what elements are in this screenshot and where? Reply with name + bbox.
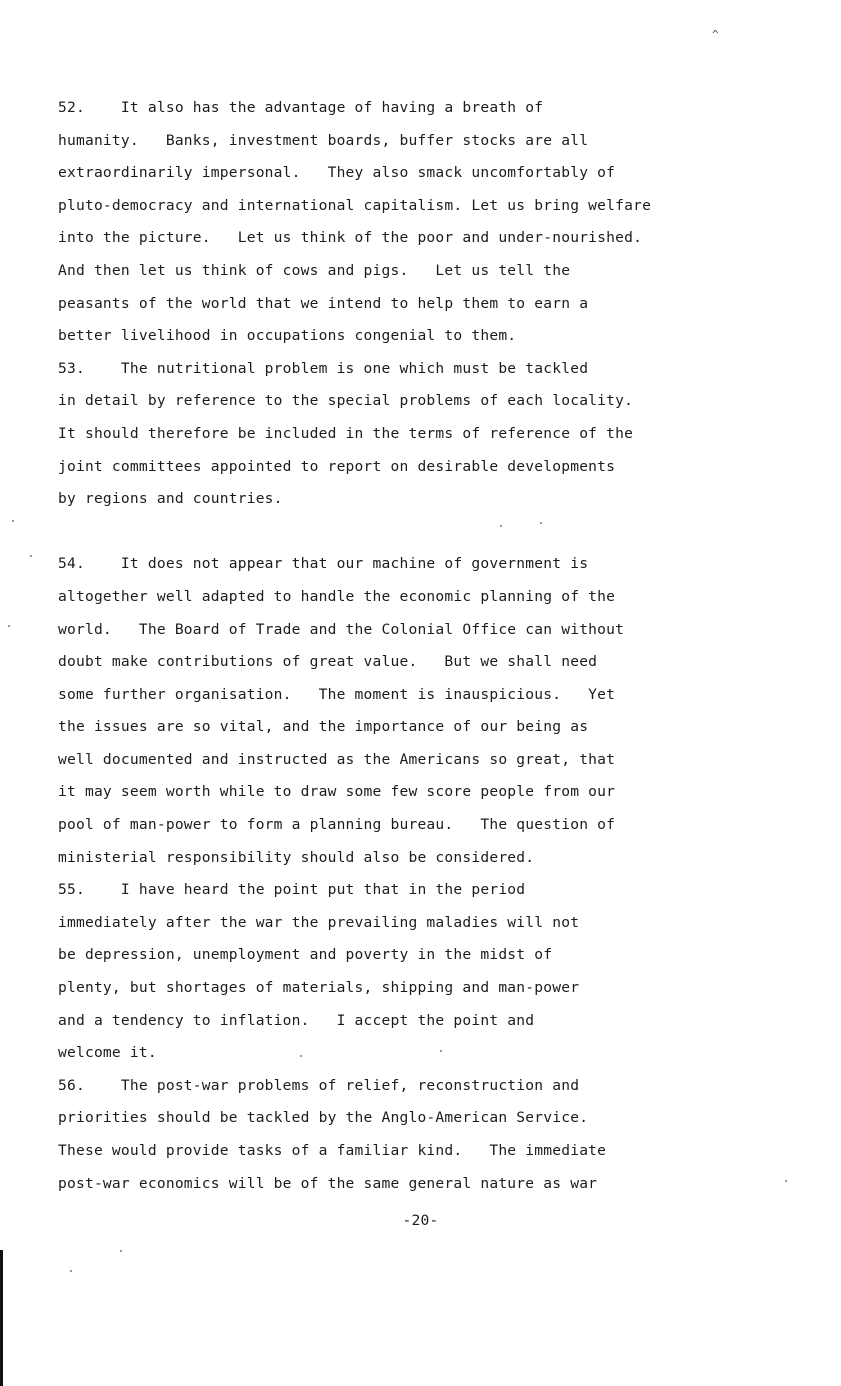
text-line: the issues are so vital, and the importance of our being as bbox=[58, 718, 589, 736]
text-line: These would provide tasks of a familiar kind. The immediate bbox=[58, 1142, 607, 1159]
text-line: better livelihood in occupations congenial to them. bbox=[58, 327, 517, 345]
text-line: well documented and instructed as the Americans so great, that bbox=[58, 750, 616, 768]
text-line: some further organisation. The moment is inauspicious. Yet bbox=[58, 685, 616, 703]
scan-speck bbox=[300, 1055, 302, 1057]
text-line: humanity. Banks, investment boards, buffer stocks are all bbox=[58, 131, 589, 149]
text-line: altogether well adapted to handle the economic planning of the bbox=[58, 587, 616, 605]
text-line: pool of man-power to form a planning bureau. The question of bbox=[58, 816, 616, 834]
text-line: ministerial responsibility should also be considered. bbox=[58, 848, 535, 866]
text-line: by regions and countries. bbox=[58, 490, 283, 508]
text-line: doubt make contributions of great value. But we shall need bbox=[58, 653, 598, 671]
scan-speck bbox=[30, 555, 32, 557]
text-line: world. The Board of Trade and the Colonial Office can without bbox=[58, 620, 625, 638]
scan-speck bbox=[120, 1250, 122, 1252]
blank-line bbox=[58, 516, 738, 549]
text-line: peasants of the world that we intend to help them to earn a bbox=[58, 294, 589, 312]
text-line: pluto-democracy and international capitalism. Let us bring welfare bbox=[58, 196, 652, 214]
scan-speck bbox=[8, 625, 10, 627]
text-line: It should therefore be included in the terms of reference of the bbox=[58, 424, 634, 442]
text-line: 52. It also has the advantage of having a breath of bbox=[58, 99, 544, 116]
text-line: in detail by reference to the special problems of each locality. bbox=[58, 392, 634, 410]
scan-speck bbox=[440, 1050, 442, 1052]
text-line: immediately after the war the prevailing maladies will not bbox=[58, 913, 580, 931]
text-line: 54. It does not appear that our machine of government is bbox=[58, 555, 589, 573]
text-line: extraordinarily impersonal. They also smack uncomfortably of bbox=[58, 164, 616, 182]
text-line: into the picture. Let us think of the poor and under-nourished. bbox=[58, 229, 643, 247]
text-line: welcome it. bbox=[58, 1044, 157, 1062]
page-number: -20- bbox=[402, 1212, 439, 1229]
text-line: post-war economics will be of the same general nature as war bbox=[58, 1174, 598, 1192]
scan-speck bbox=[500, 525, 502, 527]
document-body bbox=[58, 92, 738, 1200]
text-line: and a tendency to inflation. I accept the point and bbox=[58, 1011, 535, 1029]
scan-edge-shadow bbox=[0, 1250, 3, 1386]
text-line: 56. The post-war problems of relief, reconstruction and bbox=[58, 1076, 580, 1094]
text-line: 55. I have heard the point put that in the period bbox=[58, 881, 526, 899]
scan-speck bbox=[785, 1180, 787, 1182]
scan-speck bbox=[70, 1270, 72, 1272]
scan-speck bbox=[12, 520, 14, 522]
text-line: priorities should be tackled by the Anglo-American Service. bbox=[58, 1109, 589, 1127]
text-line: And then let us think of cows and pigs. Let us tell the bbox=[58, 261, 571, 279]
text-line: plenty, but shortages of materials, shipping and man-power bbox=[58, 979, 580, 997]
text-line: joint committees appointed to report on desirable developments bbox=[58, 457, 616, 475]
text-line: 53. The nutritional problem is one which must be tackled bbox=[58, 359, 589, 377]
scan-speck bbox=[540, 522, 542, 524]
text-line: be depression, unemployment and poverty in the midst of bbox=[58, 946, 553, 964]
corner-mark: ^ bbox=[712, 28, 719, 41]
text-line: it may seem worth while to draw some few score people from our bbox=[58, 783, 616, 801]
